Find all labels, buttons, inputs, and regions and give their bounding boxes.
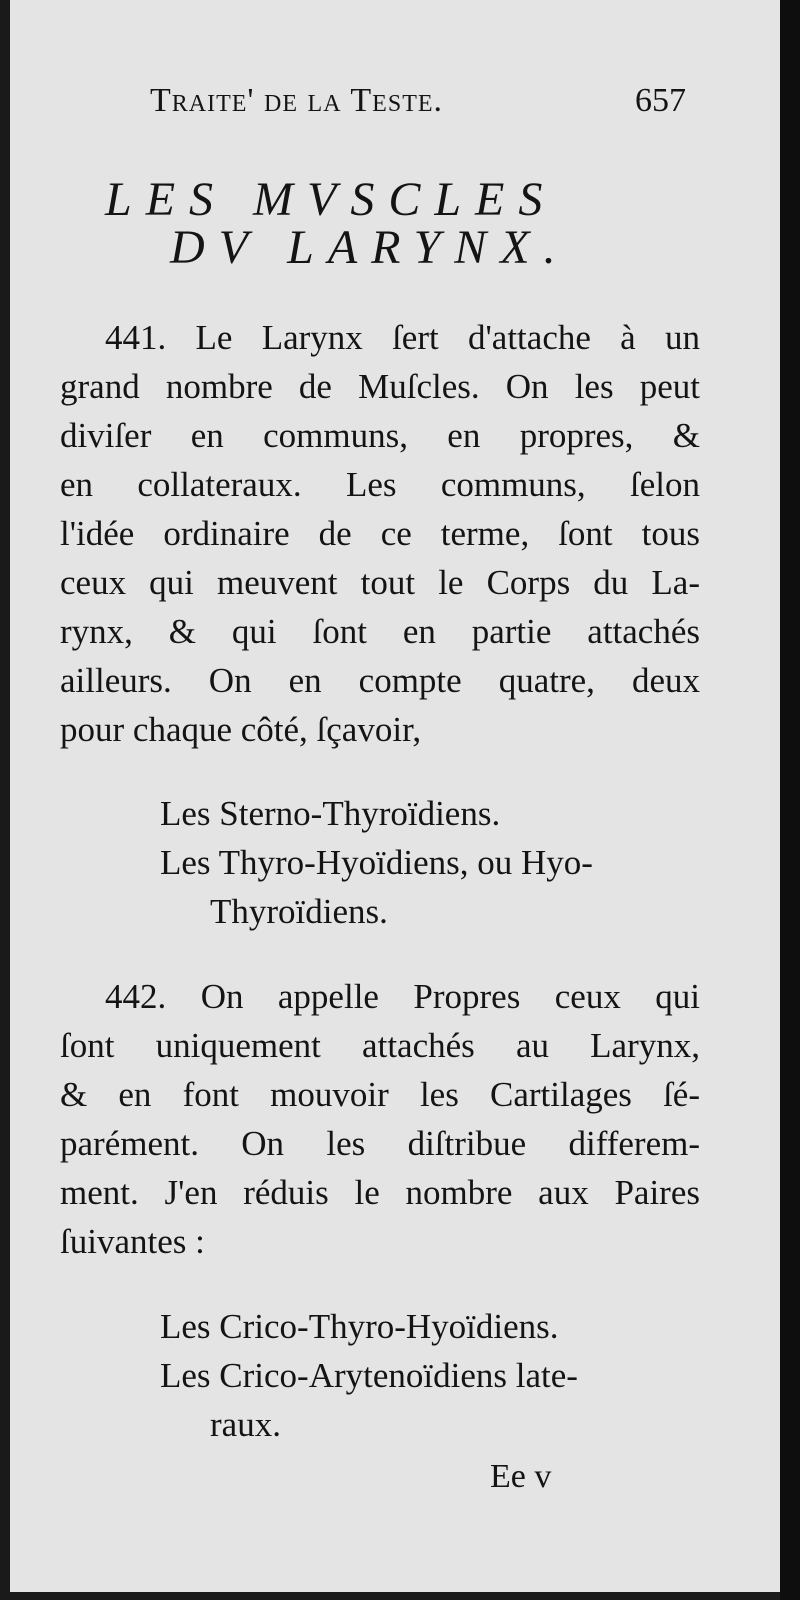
muscle-list-item: Les Thyro-Hyoïdiens, ou Hyo- xyxy=(160,843,593,882)
para-441-line: grand nombre de Muſcles. On les peut xyxy=(60,367,700,406)
signature-mark: Ee v xyxy=(490,1458,552,1495)
chapter-title-line-2: DV LARYNX. xyxy=(170,221,570,274)
para-442-line: ſont uniquement attachés au Larynx, xyxy=(60,1026,700,1065)
chapter-title-line-1: LES MVSCLES xyxy=(105,173,557,226)
muscle-list-item: Les Sterno-Thyroïdiens. xyxy=(160,794,501,833)
para-441-line: rynx, & qui ſont en partie attachés xyxy=(60,612,700,651)
book-page xyxy=(10,0,780,1592)
para-441-line: 441. Le Larynx ſert d'attache à un xyxy=(105,318,700,357)
para-442-line: parément. On les diſtribue differem- xyxy=(60,1124,700,1163)
page-edge xyxy=(780,0,800,1600)
para-441-line: ceux qui meuvent tout le Corps du La- xyxy=(60,563,700,602)
muscle-list-item: Thyroïdiens. xyxy=(210,892,388,931)
page-number: 657 xyxy=(635,82,686,119)
para-442-line: ſuivantes : xyxy=(60,1222,205,1261)
para-441-line: pour chaque côté, ſçavoir, xyxy=(60,710,422,749)
para-441-line: en collateraux. Les communs, ſelon xyxy=(60,465,700,504)
para-441-line: l'idée ordinaire de ce terme, ſont tous xyxy=(60,514,700,553)
para-442-line: 442. On appelle Propres ceux qui xyxy=(105,977,700,1016)
para-442-line: & en font mouvoir les Cartilages ſé- xyxy=(60,1075,700,1114)
para-441-line: diviſer en communs, en propres, & xyxy=(60,416,700,455)
muscle-list-item: raux. xyxy=(210,1405,281,1444)
running-head: Traite' de la Teste. xyxy=(150,82,444,119)
para-441-line: ailleurs. On en compte quatre, deux xyxy=(60,661,700,700)
muscle-list-item: Les Crico-Arytenoïdiens late- xyxy=(160,1356,578,1395)
muscle-list-item: Les Crico-Thyro-Hyoïdiens. xyxy=(160,1307,559,1346)
para-442-line: ment. J'en réduis le nombre aux Paires xyxy=(60,1173,700,1212)
